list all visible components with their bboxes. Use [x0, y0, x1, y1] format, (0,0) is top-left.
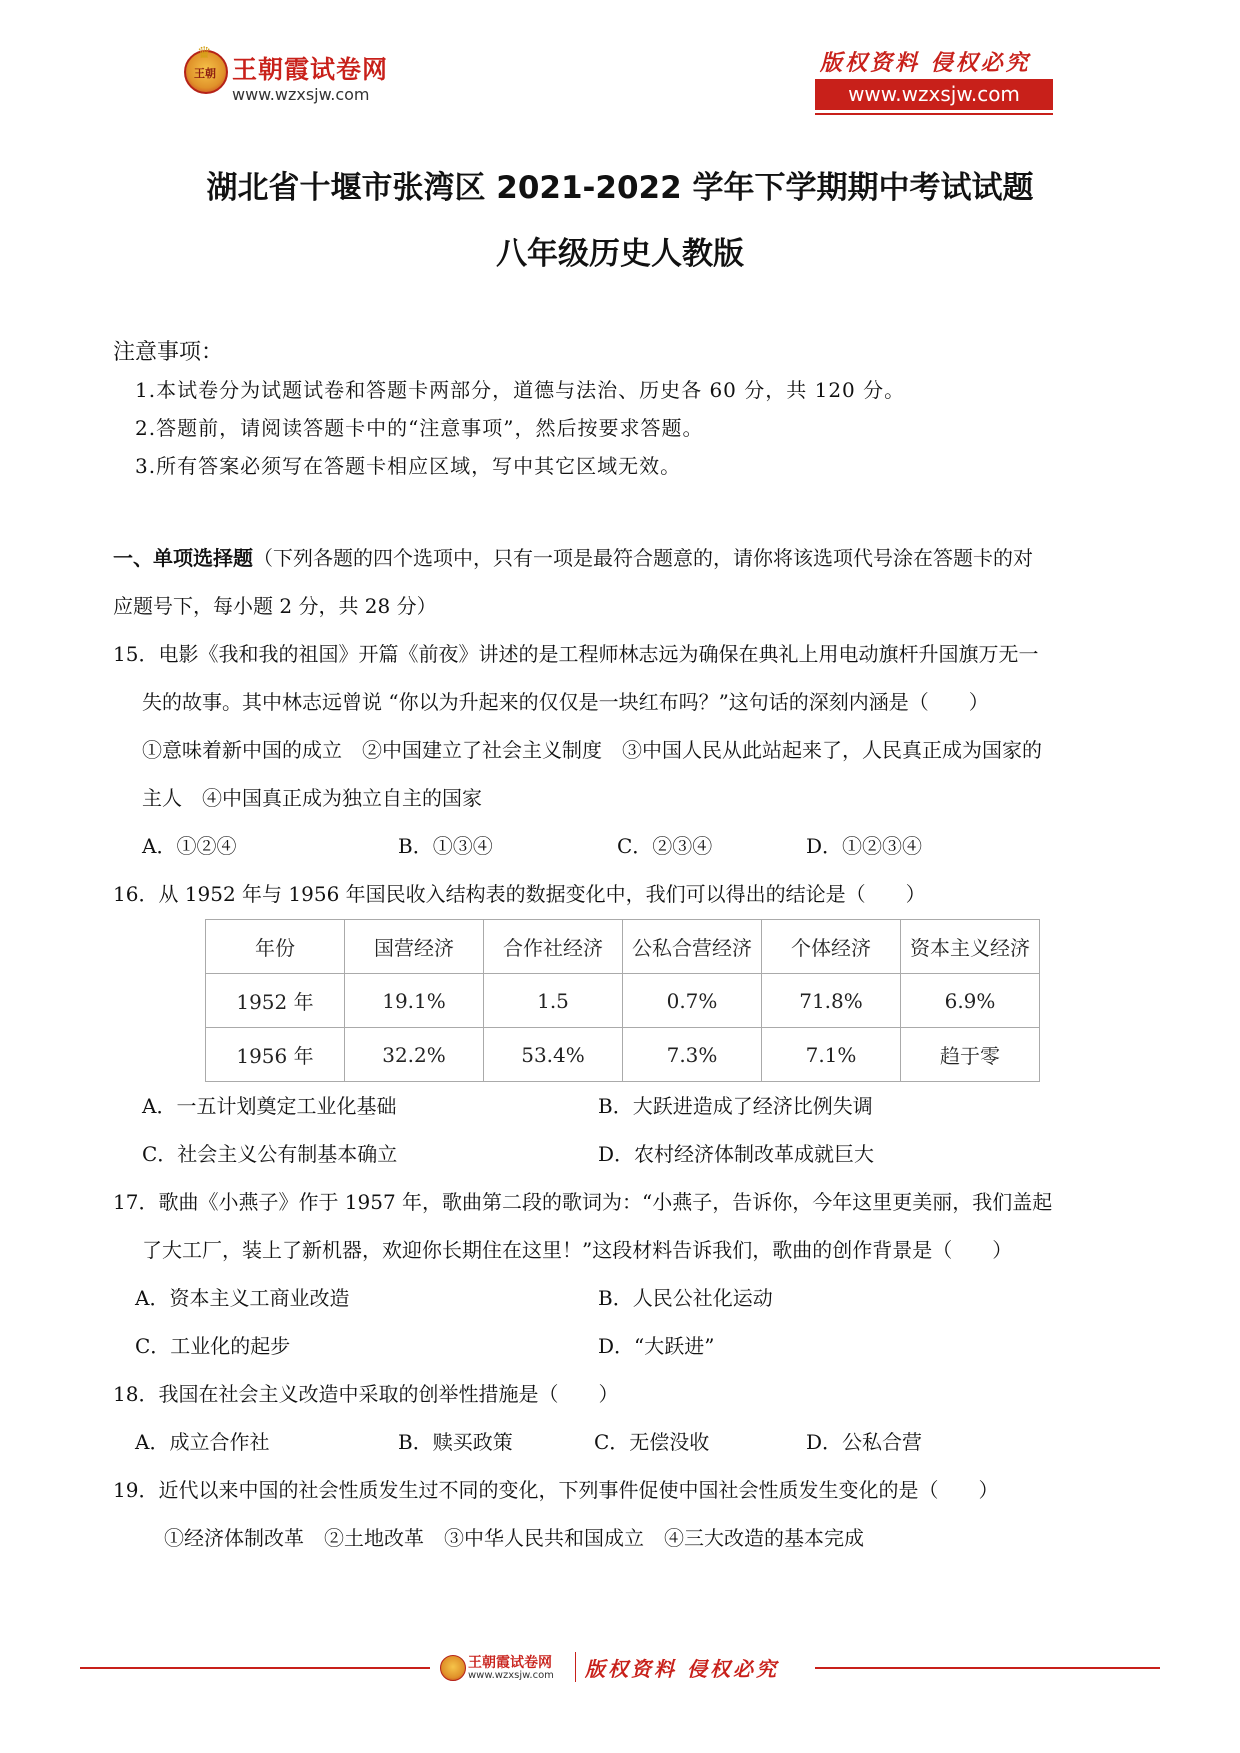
exam-subtitle: 八年级历史人教版	[496, 236, 744, 272]
footer-copyright: 版权资料 侵权必究	[585, 1657, 779, 1681]
footer-divider-left	[80, 1667, 430, 1669]
table-cell: 71.8%	[762, 974, 901, 1028]
q15-stem-line3: ①意味着新中国的成立 ②中国建立了社会主义制度 ③中国人民从此站起来了，人民真正成为国家的	[142, 738, 1042, 762]
q15-option-b: B．①③④	[398, 834, 493, 858]
q18-option-d: D．公私合营	[806, 1430, 923, 1454]
section-label: 一、单项选择题	[113, 546, 253, 570]
section-desc-line2: 应题号下，每小题 2 分，共 28 分）	[113, 594, 437, 618]
q15-stem-line4: 主人 ④中国真正成为独立自主的国家	[142, 786, 482, 810]
income-structure-table	[205, 919, 1040, 1082]
q18-option-c: C．无偿没收	[594, 1430, 710, 1454]
brand-logo-icon	[184, 43, 228, 94]
footer-divider-right	[815, 1667, 1160, 1669]
q15-stem-line1: 15．电影《我和我的祖国》开篇《前夜》讲述的是工程师林志远为确保在典礼上用电动旗杆升国旗万无一	[113, 642, 1039, 666]
copyright-notice: 版权资料 侵权必究	[820, 50, 1031, 76]
q17-option-c: C．工业化的起步	[135, 1334, 291, 1358]
table-row	[206, 1028, 1040, 1082]
brand-url: www.wzxsjw.com	[232, 85, 370, 104]
q19-stem: 19．近代以来中国的社会性质发生过不同的变化，下列事件促使中国社会性质发生变化的是（ ）	[113, 1478, 999, 1502]
footer-separator	[575, 1652, 576, 1682]
table-header-cell: 合作社经济	[484, 920, 623, 974]
q16-option-b: B．大跃进造成了经济比例失调	[598, 1094, 873, 1118]
q18-option-b: B．赎买政策	[398, 1430, 513, 1454]
logo-seal-text: 王朝	[194, 67, 216, 80]
footer-brand-name: 王朝霞试卷网	[468, 1655, 552, 1671]
table-header-cell: 年份	[206, 920, 345, 974]
section-desc-line1: （下列各题的四个选项中，只有一项是最符合题意的，请你将该选项代号涂在答题卡的对	[253, 546, 1033, 570]
footer-brand-url: www.wzxsjw.com	[468, 1670, 554, 1681]
table-cell: 7.3%	[623, 1028, 762, 1082]
q17-stem-line2: 了大工厂，装上了新机器，欢迎你长期住在这里！”这段材料告诉我们，歌曲的创作背景是（ ）	[142, 1238, 1013, 1262]
q17-option-b: B．人民公社化运动	[598, 1286, 773, 1310]
q18-option-a: A．成立合作社	[135, 1430, 270, 1454]
notice-item-1: 1.本试卷分为试题试卷和答题卡两部分，道德与法治、历史各 60 分，共 120 分。	[135, 378, 906, 402]
q15-option-a: A．①②④	[142, 834, 237, 858]
q18-stem: 18．我国在社会主义改造中采取的创举性措施是（ ）	[113, 1382, 619, 1406]
table-cell: 1.5	[484, 974, 623, 1028]
table-cell: 7.1%	[762, 1028, 901, 1082]
table-cell: 19.1%	[345, 974, 484, 1028]
table-row	[206, 974, 1040, 1028]
notice-item-3: 3.所有答案必须写在答题卡相应区域，写中其它区域无效。	[135, 454, 682, 478]
table-header-cell: 个体经济	[762, 920, 901, 974]
table-header-cell: 资本主义经济	[901, 920, 1040, 974]
table-header-cell: 国营经济	[345, 920, 484, 974]
crown-icon: ♛	[197, 43, 212, 62]
table-cell: 1952 年	[206, 974, 345, 1028]
table-cell: 6.9%	[901, 974, 1040, 1028]
table-cell: 1956 年	[206, 1028, 345, 1082]
exam-title: 湖北省十堰市张湾区 2021-2022 学年下学期期中考试试题	[206, 170, 1034, 206]
q17-stem-line1: 17．歌曲《小燕子》作于 1957 年，歌曲第二段的歌词为：“小燕子，告诉你，今年这里更美丽，我们盖起	[113, 1190, 1053, 1214]
q15-option-c: C．②③④	[617, 834, 713, 858]
notice-item-2: 2.答题前，请阅读答题卡中的“注意事项”，然后按要求答题。	[135, 416, 704, 440]
q15-stem-line2: 失的故事。其中林志远曾说 “你以为升起来的仅仅是一块红布吗？”这句话的深刻内涵是（ ）	[142, 690, 989, 714]
notice-heading: 注意事项：	[113, 340, 224, 365]
q17-option-d: D．“大跃进”	[598, 1334, 715, 1358]
table-cell: 趋于零	[901, 1028, 1040, 1082]
table-header-row	[206, 920, 1040, 974]
footer-logo-icon	[440, 1655, 466, 1681]
table-cell: 53.4%	[484, 1028, 623, 1082]
brand-name: 王朝霞试卷网	[232, 55, 389, 84]
q16-option-d: D．农村经济体制改革成就巨大	[598, 1142, 875, 1166]
q15-option-d: D．①②③④	[806, 834, 923, 858]
q17-option-a: A．资本主义工商业改造	[135, 1286, 350, 1310]
table-header-cell: 公私合营经济	[623, 920, 762, 974]
q19-items: ①经济体制改革 ②土地改革 ③中华人民共和国成立 ④三大改造的基本完成	[164, 1526, 864, 1550]
q16-stem: 16．从 1952 年与 1956 年国民收入结构表的数据变化中，我们可以得出的结论是（ ）	[113, 882, 926, 906]
q16-option-a: A．一五计划奠定工业化基础	[142, 1094, 397, 1118]
header-divider	[815, 113, 1053, 115]
q16-option-c: C．社会主义公有制基本确立	[142, 1142, 398, 1166]
table-cell: 0.7%	[623, 974, 762, 1028]
site-url-banner: www.wzxsjw.com	[815, 79, 1053, 110]
table-cell: 32.2%	[345, 1028, 484, 1082]
section-heading	[113, 542, 1033, 571]
